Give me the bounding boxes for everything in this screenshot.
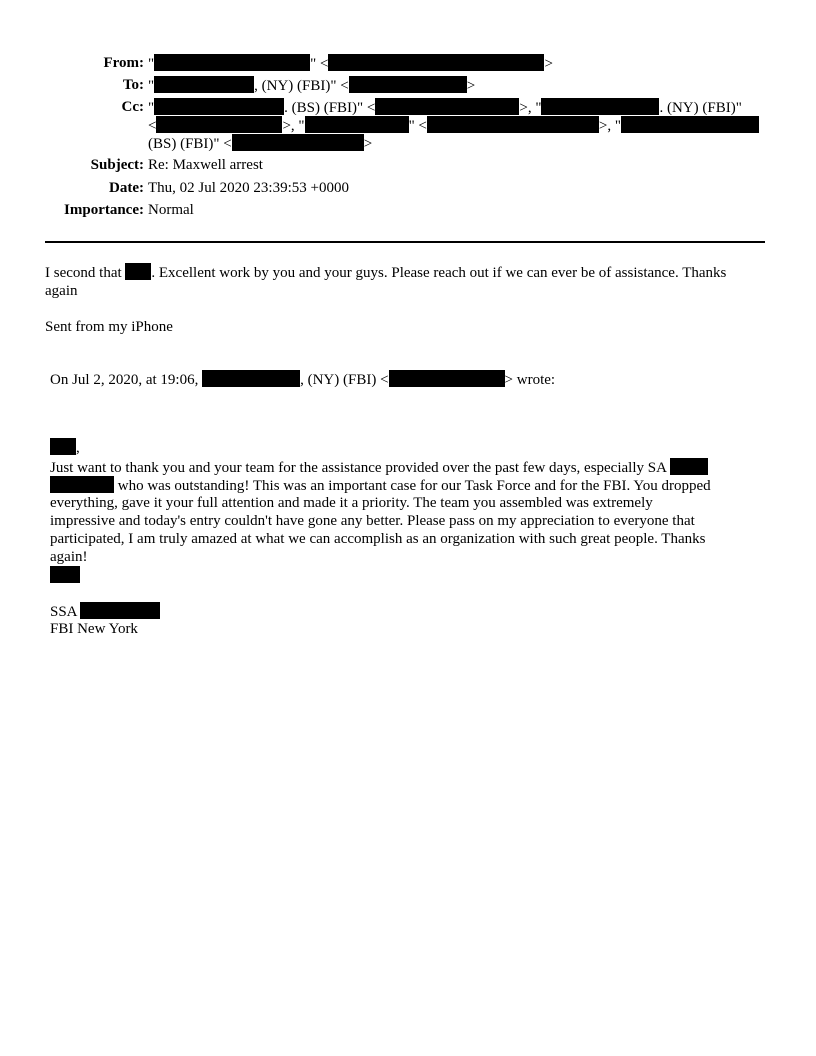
cc-end: > bbox=[363, 136, 373, 152]
date-value: Thu, 02 Jul 2020 23:39:53 +0000 bbox=[148, 180, 349, 196]
cc-lt: < bbox=[148, 118, 157, 134]
redaction-quoted-sender bbox=[202, 370, 300, 387]
redaction-cc-email-4 bbox=[232, 134, 364, 151]
redaction-cc-name-3 bbox=[305, 116, 409, 133]
cc-sep-1: >, " bbox=[519, 100, 542, 116]
to-end: > bbox=[466, 78, 476, 94]
date-label: Date: bbox=[109, 180, 144, 196]
cc-ny-text: . (NY) (FBI)" bbox=[659, 100, 742, 116]
quoted-intro-a: On Jul 2, 2020, at 19:06, bbox=[50, 372, 199, 388]
redaction-cc-name-4 bbox=[621, 116, 759, 133]
quoted-greeting bbox=[50, 438, 80, 457]
quoted-line-5: participated, I am truly amazed at what we can accomplish as an organization with such great people. Thanks bbox=[50, 531, 706, 547]
cc-value-line3 bbox=[148, 134, 372, 153]
redaction-to-name bbox=[154, 76, 254, 93]
reply-line-1 bbox=[45, 263, 726, 282]
subject-value: Re: Maxwell arrest bbox=[148, 157, 263, 173]
redaction-reply-name bbox=[125, 263, 151, 280]
from-label: From: bbox=[103, 55, 144, 71]
reply-text-b: . Excellent work by you and your guys. Please reach out if we can ever be of assistance. Thanks bbox=[151, 265, 727, 281]
redaction-sa-name-1 bbox=[670, 458, 708, 475]
redaction-cc-name-2 bbox=[541, 98, 659, 115]
to-value bbox=[148, 76, 475, 95]
redaction-cc-name-1 bbox=[154, 98, 284, 115]
redaction-cc-email-2 bbox=[156, 116, 282, 133]
redaction-cc-email-3 bbox=[427, 116, 599, 133]
importance-value: Normal bbox=[148, 202, 194, 218]
from-quote-open: " bbox=[148, 56, 155, 72]
from-end: > bbox=[544, 56, 553, 72]
reply-line-2: again bbox=[45, 283, 78, 299]
from-value bbox=[148, 54, 553, 73]
redaction-sign-off-name bbox=[50, 566, 80, 583]
redaction-to-email bbox=[349, 76, 467, 93]
reply-signature: Sent from my iPhone bbox=[45, 319, 173, 335]
quoted-intro-c: > wrote: bbox=[504, 372, 556, 388]
cc-sep-2: >, " bbox=[282, 118, 305, 134]
redaction-from-name bbox=[154, 54, 310, 71]
quoted-line-3: everything, gave it your full attention and made it a priority. The team you assembled was extremely bbox=[50, 495, 653, 511]
cc-value-line2 bbox=[148, 116, 759, 135]
quoted-sig-title bbox=[50, 602, 160, 621]
to-quote-open: " bbox=[148, 78, 155, 94]
from-quote-close: " < bbox=[310, 56, 329, 72]
redaction-sig-name bbox=[80, 602, 160, 619]
quoted-line-1 bbox=[50, 458, 708, 477]
importance-label: Importance: bbox=[64, 202, 144, 218]
subject-label: Subject: bbox=[90, 157, 144, 173]
redaction-quoted-email bbox=[389, 370, 505, 387]
cc-bs-text: . (BS) (FBI)" < bbox=[284, 100, 376, 116]
redaction-from-email bbox=[328, 54, 544, 71]
to-suffix: , (NY) (FBI)" < bbox=[254, 78, 349, 94]
quoted-line-6: again! bbox=[50, 549, 88, 565]
reply-text-a: I second that bbox=[45, 265, 122, 281]
cc-quote-open: " bbox=[148, 100, 155, 116]
cc-quote-3: " < bbox=[408, 118, 427, 134]
quoted-line-2 bbox=[50, 476, 711, 495]
quoted-line-2-text: who was outstanding! This was an important case for our Task Force and for the FBI. You dropped bbox=[117, 478, 711, 494]
cc-sep-3: >, " bbox=[598, 118, 621, 134]
quoted-sign-off bbox=[50, 566, 80, 585]
sig-title-text: SSA bbox=[50, 604, 77, 620]
to-label: To: bbox=[122, 77, 144, 93]
cc-label: Cc: bbox=[121, 99, 144, 115]
quoted-line-4: impressive and today's entry couldn't have gone any better. Please pass on my appreciation to everyone that bbox=[50, 513, 695, 529]
header-divider bbox=[45, 241, 765, 243]
quoted-intro-b: , (NY) (FBI) < bbox=[300, 372, 389, 388]
redaction-greeting-name bbox=[50, 438, 76, 455]
quoted-sig-office: FBI New York bbox=[50, 621, 138, 637]
cc-value-line1 bbox=[148, 98, 742, 117]
redaction-sa-name-2 bbox=[50, 476, 114, 493]
quoted-line-1-text: Just want to thank you and your team for the assistance provided over the past few days, especially SA bbox=[50, 460, 667, 476]
quoted-intro bbox=[50, 370, 555, 389]
cc-bs2-text: (BS) (FBI)" < bbox=[148, 136, 232, 152]
greeting-comma: , bbox=[76, 440, 80, 456]
redaction-cc-email-1 bbox=[375, 98, 519, 115]
